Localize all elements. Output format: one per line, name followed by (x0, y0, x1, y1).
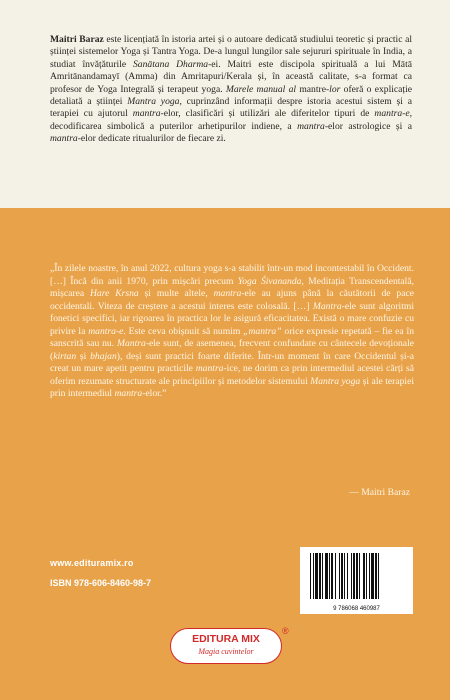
isbn-number: ISBN 978-606-8460-98-7 (50, 578, 152, 588)
author-bio: Maitri Baraz este licențiată în istoria artei și o autoare dedicată studiului teoretic și practic al științei sistemelor Yoga și Tantra Yoga. De-a lungul lungilor sale sejururi spirituale în India, a studiat învățăturile Sanātana Dharma-ei. Maitri este discipola spirituală a lui Mātā Amritānandamayī (Amma) din Amritapuri/Kerala și, în această calitate, s-a format ca profesor de Yoga Integrală și terapeut yoga. Marele manual al mantre-lor oferă o explicație detaliată a științei Mantra yoga, cuprinzând informații despre istoria acestui sistem și a terapiei cu ajutorul mantra-elor, clasificări și utilizări ale diferitelor tipuri de mantra-e, decodificarea simbolică a puterilor arhetipurilor indiene, a mantra-elor astrologice și a mantra-elor dedicate ritualurilor de fiecare zi. (50, 34, 413, 145)
publisher-logo (170, 628, 282, 664)
publisher-website: www.edituramix.ro (50, 558, 134, 568)
back-cover-quote: „În zilele noastre, în anul 2022, cultura yoga s-a stabilit într-un mod incontestabil în Occident. […] Încă din anii 1970, prin mișcări precum Yoga Śivananda, Meditația Transcendentală, mișcarea Hare Krsna și multe altele, mantra-ele au ajuns până la căutătorii de pace occidentali. Viteza de creștere a acestui interes este colosală. […] Mantra-ele sunt algoritmi fonetici specifici, iar rigoarea în practica lor le asigură eficacitatea. Există o mare confuzie cu privire la mantra-e. Este ceva obișnuit să numim „mantra” orice expresie repetată – fie ea în sanscrită sau nu. Mantra-ele sunt, de asemenea, frecvent confundate cu cântecele devoționale (kirtan și bhajan), deși sunt practici foarte diferite. Într-un moment în care Occidentul și-a creat un mare apetit pentru practicile mantra-ice, ne dorim ca prin intermediul acestei cărți să oferim rezumate structurate ale principiilor și metodelor sistemului Mantra yoga și ale terapiei prin intermediul mantra-elor.” (50, 263, 415, 399)
barcode-bars-icon (300, 547, 413, 603)
publisher-name: EDITURA MIX (192, 633, 260, 645)
registered-mark-icon: ® (282, 626, 289, 636)
barcode-number: 9 786068 460987 (333, 606, 380, 612)
author-name: Maitri Baraz (50, 34, 104, 45)
barcode (300, 547, 413, 614)
quote-attribution: — Maitri Baraz (349, 487, 410, 498)
publisher-tagline: Magia cuvintelor (198, 647, 254, 656)
